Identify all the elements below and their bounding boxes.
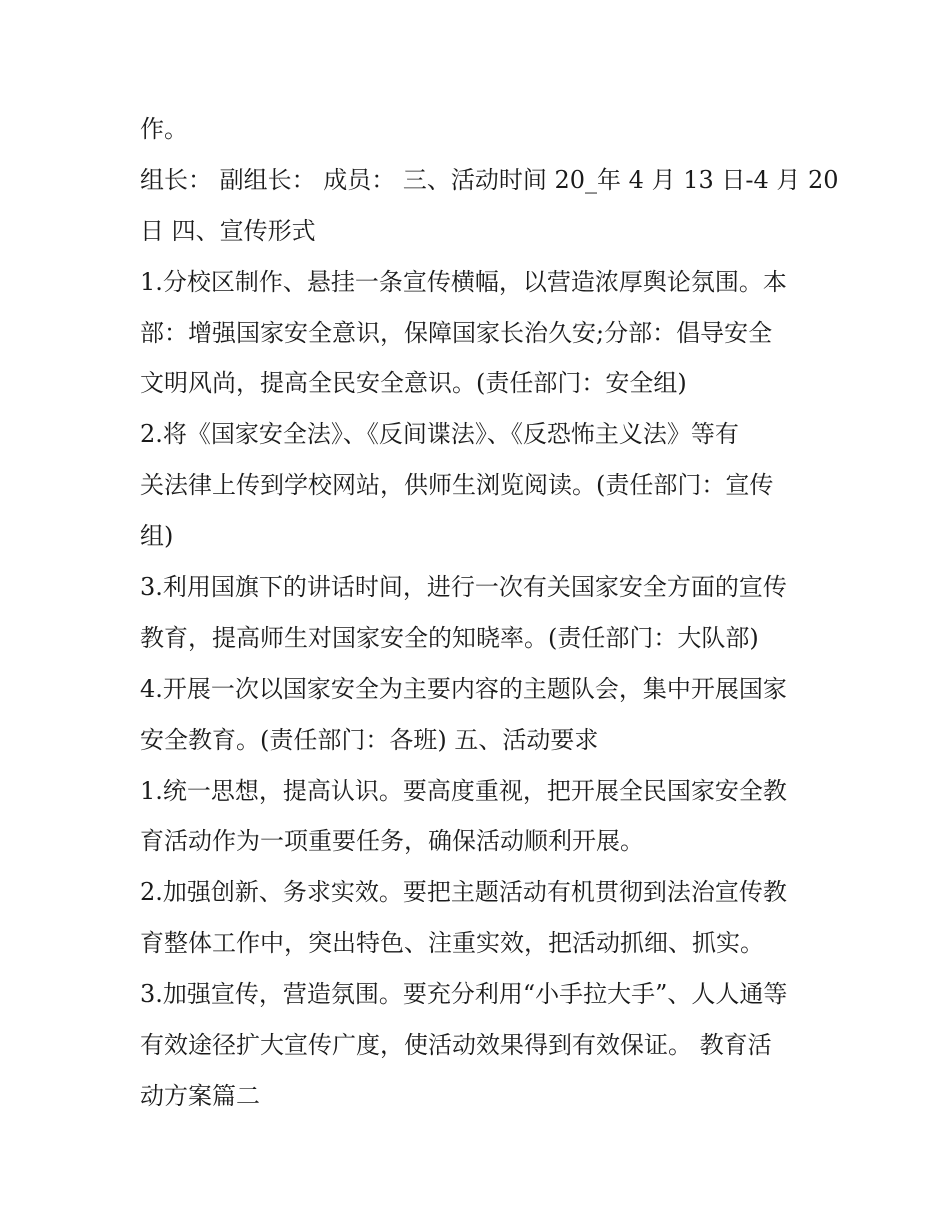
text-line: 3.加强宣传，营造氛围。要充分利用“小手拉大手”、人人通等 [140, 980, 788, 1009]
text-line: 教育，提高师生对国家安全的知晓率。(责任部门：大队部) [140, 623, 759, 652]
document-body [140, 104, 839, 1122]
text-line: 作。 [140, 115, 188, 143]
text-line: 1.统一思想，提高认识。要高度重视，把开展全民国家安全教 [140, 776, 787, 805]
text-line: 日 四、宣传形式 [140, 216, 316, 245]
text-line: 部：增强国家安全意识，保障国家长治久安;分部：倡导安全 [140, 318, 773, 347]
text-line: 组) [140, 522, 174, 551]
text-line: 育活动作为一项重要任务，确保活动顺利开展。 [140, 827, 644, 856]
text-line: 1.分校区制作、悬挂一条宣传横幅，以营造浓厚舆论氛围。本 [140, 267, 787, 296]
text-line: 有效途径扩大宣传广度，使活动效果得到有效保证。 教育活 [140, 1031, 772, 1060]
text-line: 关法律上传到学校网站，供师生浏览阅读。(责任部门：宣传 [140, 471, 774, 500]
text-line: 4.开展一次以国家安全为主要内容的主题队会，集中开展国家 [140, 674, 787, 703]
text-line: 2.加强创新、务求实效。要把主题活动有机贯彻到法治宣传教 [140, 878, 787, 907]
text-line: 组长： 副组长： 成员： 三、活动时间 20_年 4 月 13 日-4 月 20 [140, 165, 839, 194]
text-line: 动方案篇二 [140, 1081, 260, 1110]
text-line: 育整体工作中，突出特色、注重实效，把活动抓细、抓实。 [140, 929, 764, 958]
text-line: 3.利用国旗下的讲话时间，进行一次有关国家安全方面的宣传 [140, 573, 787, 602]
text-line: 安全教育。(责任部门：各班) 五、活动要求 [140, 725, 599, 754]
text-line: 2.将《国家安全法》、《反间谍法》、《反恐怖主义法》等有 [140, 420, 739, 449]
text-line: 文明风尚，提高全民安全意识。(责任部门：安全组) [140, 369, 687, 398]
